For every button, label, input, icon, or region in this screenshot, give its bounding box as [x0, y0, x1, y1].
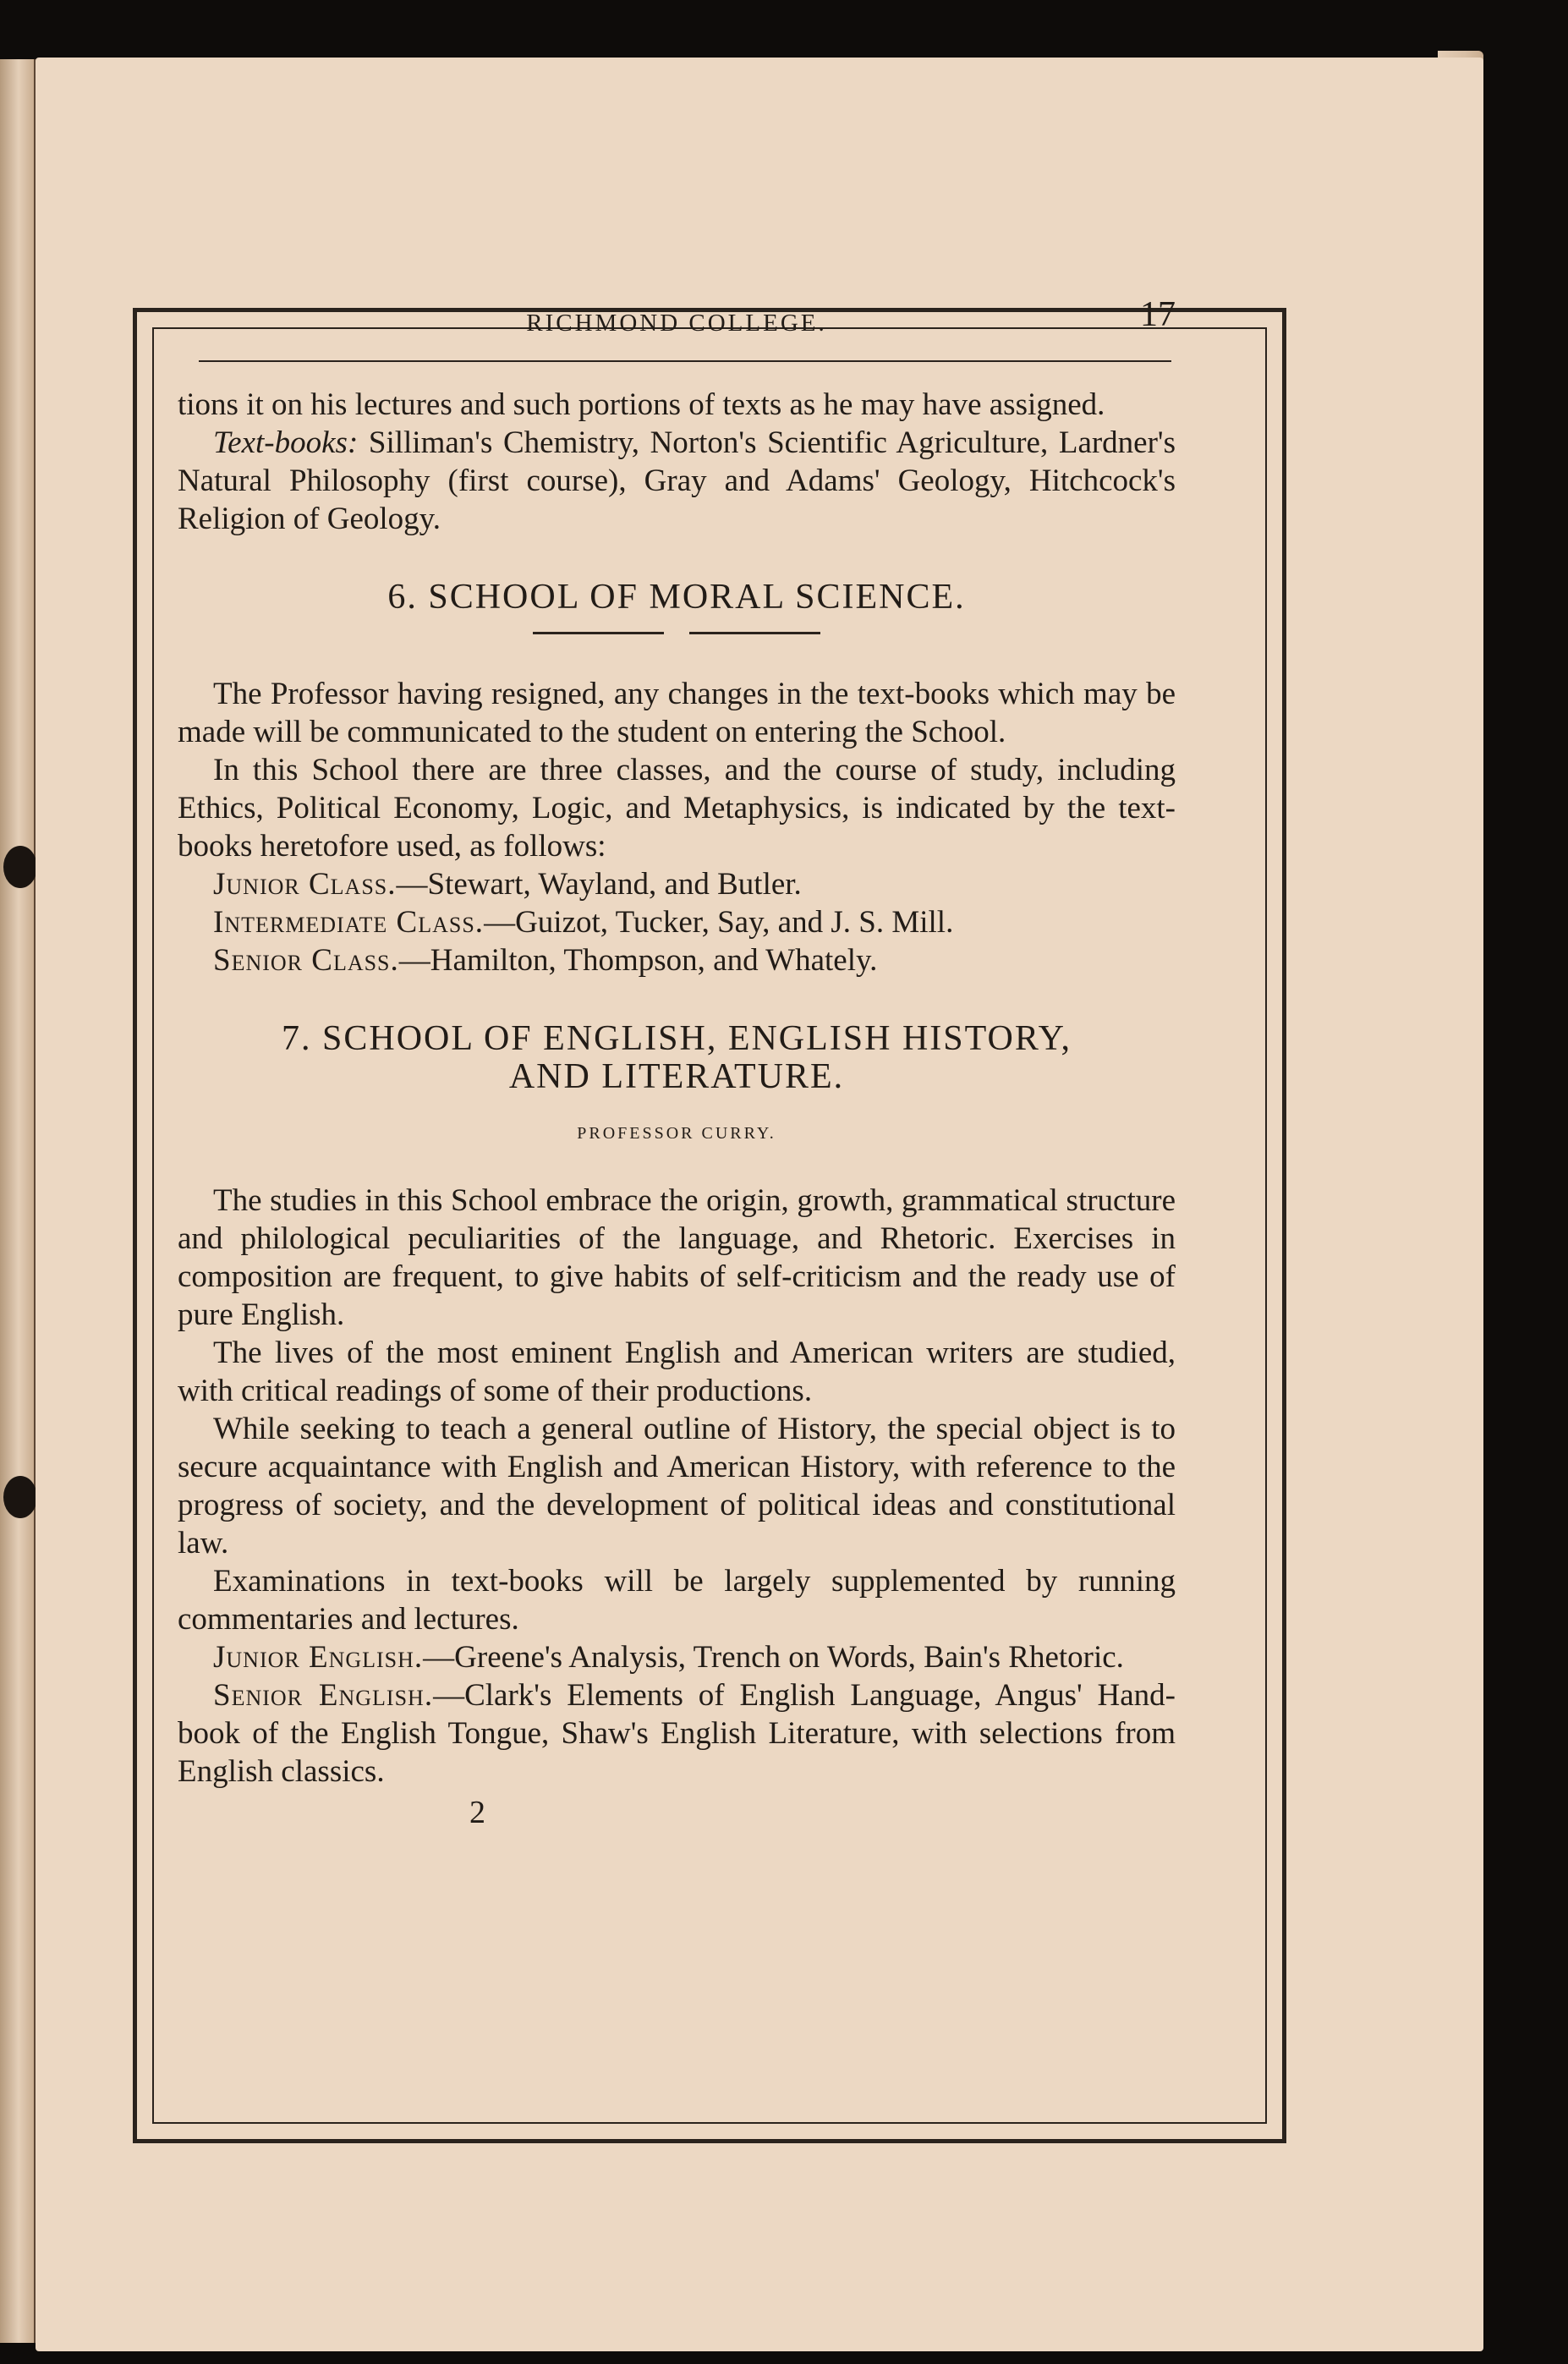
section-7-paragraph-1: The studies in this School embrace the origin, growth, grammatical structure and philological peculiarities of the language, and Rhetoric. Exercises in composition are frequent, to give habits of self-criticism and the ready use of pure English.	[178, 1183, 1176, 1332]
section-7-paragraph-3: While seeking to teach a general outline of History, the special object is to secure acquaintance with English and American History, with reference to the progress of society, and the development of political ideas and constitutional law.	[178, 1412, 1176, 1560]
class-text: —Hamilton, Thompson, and Whately.	[398, 943, 878, 978]
class-text: —Guizot, Tucker, Say, and J. S. Mill.	[484, 905, 954, 940]
senior-english-text: —Clark's Elements of English Language, Angus' Hand-book of the English Tongue, Shaw's English Literature, with selections from English classics.	[178, 1678, 1176, 1789]
textbooks-paragraph	[178, 424, 1176, 538]
section-divider	[533, 632, 820, 634]
class-label: Senior Class.	[213, 943, 399, 978]
section-6-title: 6. SCHOOL OF MORAL SCIENCE.	[387, 578, 966, 617]
class-text: —Stewart, Wayland, and Butler.	[396, 867, 802, 902]
header-rule	[199, 360, 1171, 362]
textbooks-label: Text-books:	[213, 425, 359, 460]
page-header	[178, 296, 1176, 355]
binding-hole-bottom	[3, 1476, 37, 1518]
section-7-title-line-1: 7. SCHOOL OF ENGLISH, ENGLISH HISTORY,	[282, 1019, 1072, 1058]
text-column	[178, 296, 1176, 1832]
professor-name: PROFESSOR CURRY.	[577, 1124, 776, 1143]
signature-mark: 2	[469, 1795, 485, 1830]
senior-english-label: Senior English.	[213, 1678, 434, 1713]
facing-page-edge	[0, 59, 36, 2343]
section-7-title	[178, 1020, 1176, 1096]
section-7-title-line-2: AND LITERATURE.	[508, 1057, 845, 1096]
continued-paragraph: tions it on his lectures and such portions of texts as he may have assigned.	[178, 387, 1105, 422]
junior-english-text: —Greene's Analysis, Trench on Words, Bain's Rhetoric.	[423, 1640, 1124, 1675]
section-7-paragraph-2: The lives of the most eminent English and American writers are studied, with critical readings of some of their productions.	[178, 1336, 1176, 1408]
page-number: 17	[1140, 295, 1176, 334]
senior-english-line	[178, 1676, 1176, 1791]
junior-class-line	[178, 865, 1176, 903]
section-7-paragraph-4: Examinations in text-books will be largely supplemented by running commentaries and lectures.	[178, 1564, 1176, 1637]
binding-hole-top	[3, 846, 37, 888]
textbooks-text: Silliman's Chemistry, Norton's Scientific Agriculture, Lardner's Natural Philosophy (first course), Gray and Adams' Geology, Hitchcock's Religion of Geology.	[178, 425, 1176, 536]
junior-english-label: Junior English.	[213, 1640, 424, 1675]
junior-english-line	[178, 1638, 1176, 1676]
running-head: RICHMOND COLLEGE.	[526, 310, 827, 337]
class-label: Intermediate Class.	[213, 905, 485, 940]
intermediate-class-line	[178, 903, 1176, 941]
section-6-paragraph-1: The Professor having resigned, any changes in the text-books which may be made will be communicated to the student on entering the School.	[178, 677, 1176, 749]
section-6-paragraph-2: In this School there are three classes, and the course of study, including Ethics, Political Economy, Logic, and Metaphysics, is indicated by the text-books heretofore used, as follows:	[178, 753, 1176, 864]
class-label: Junior Class.	[213, 867, 397, 902]
senior-class-line	[178, 941, 1176, 979]
